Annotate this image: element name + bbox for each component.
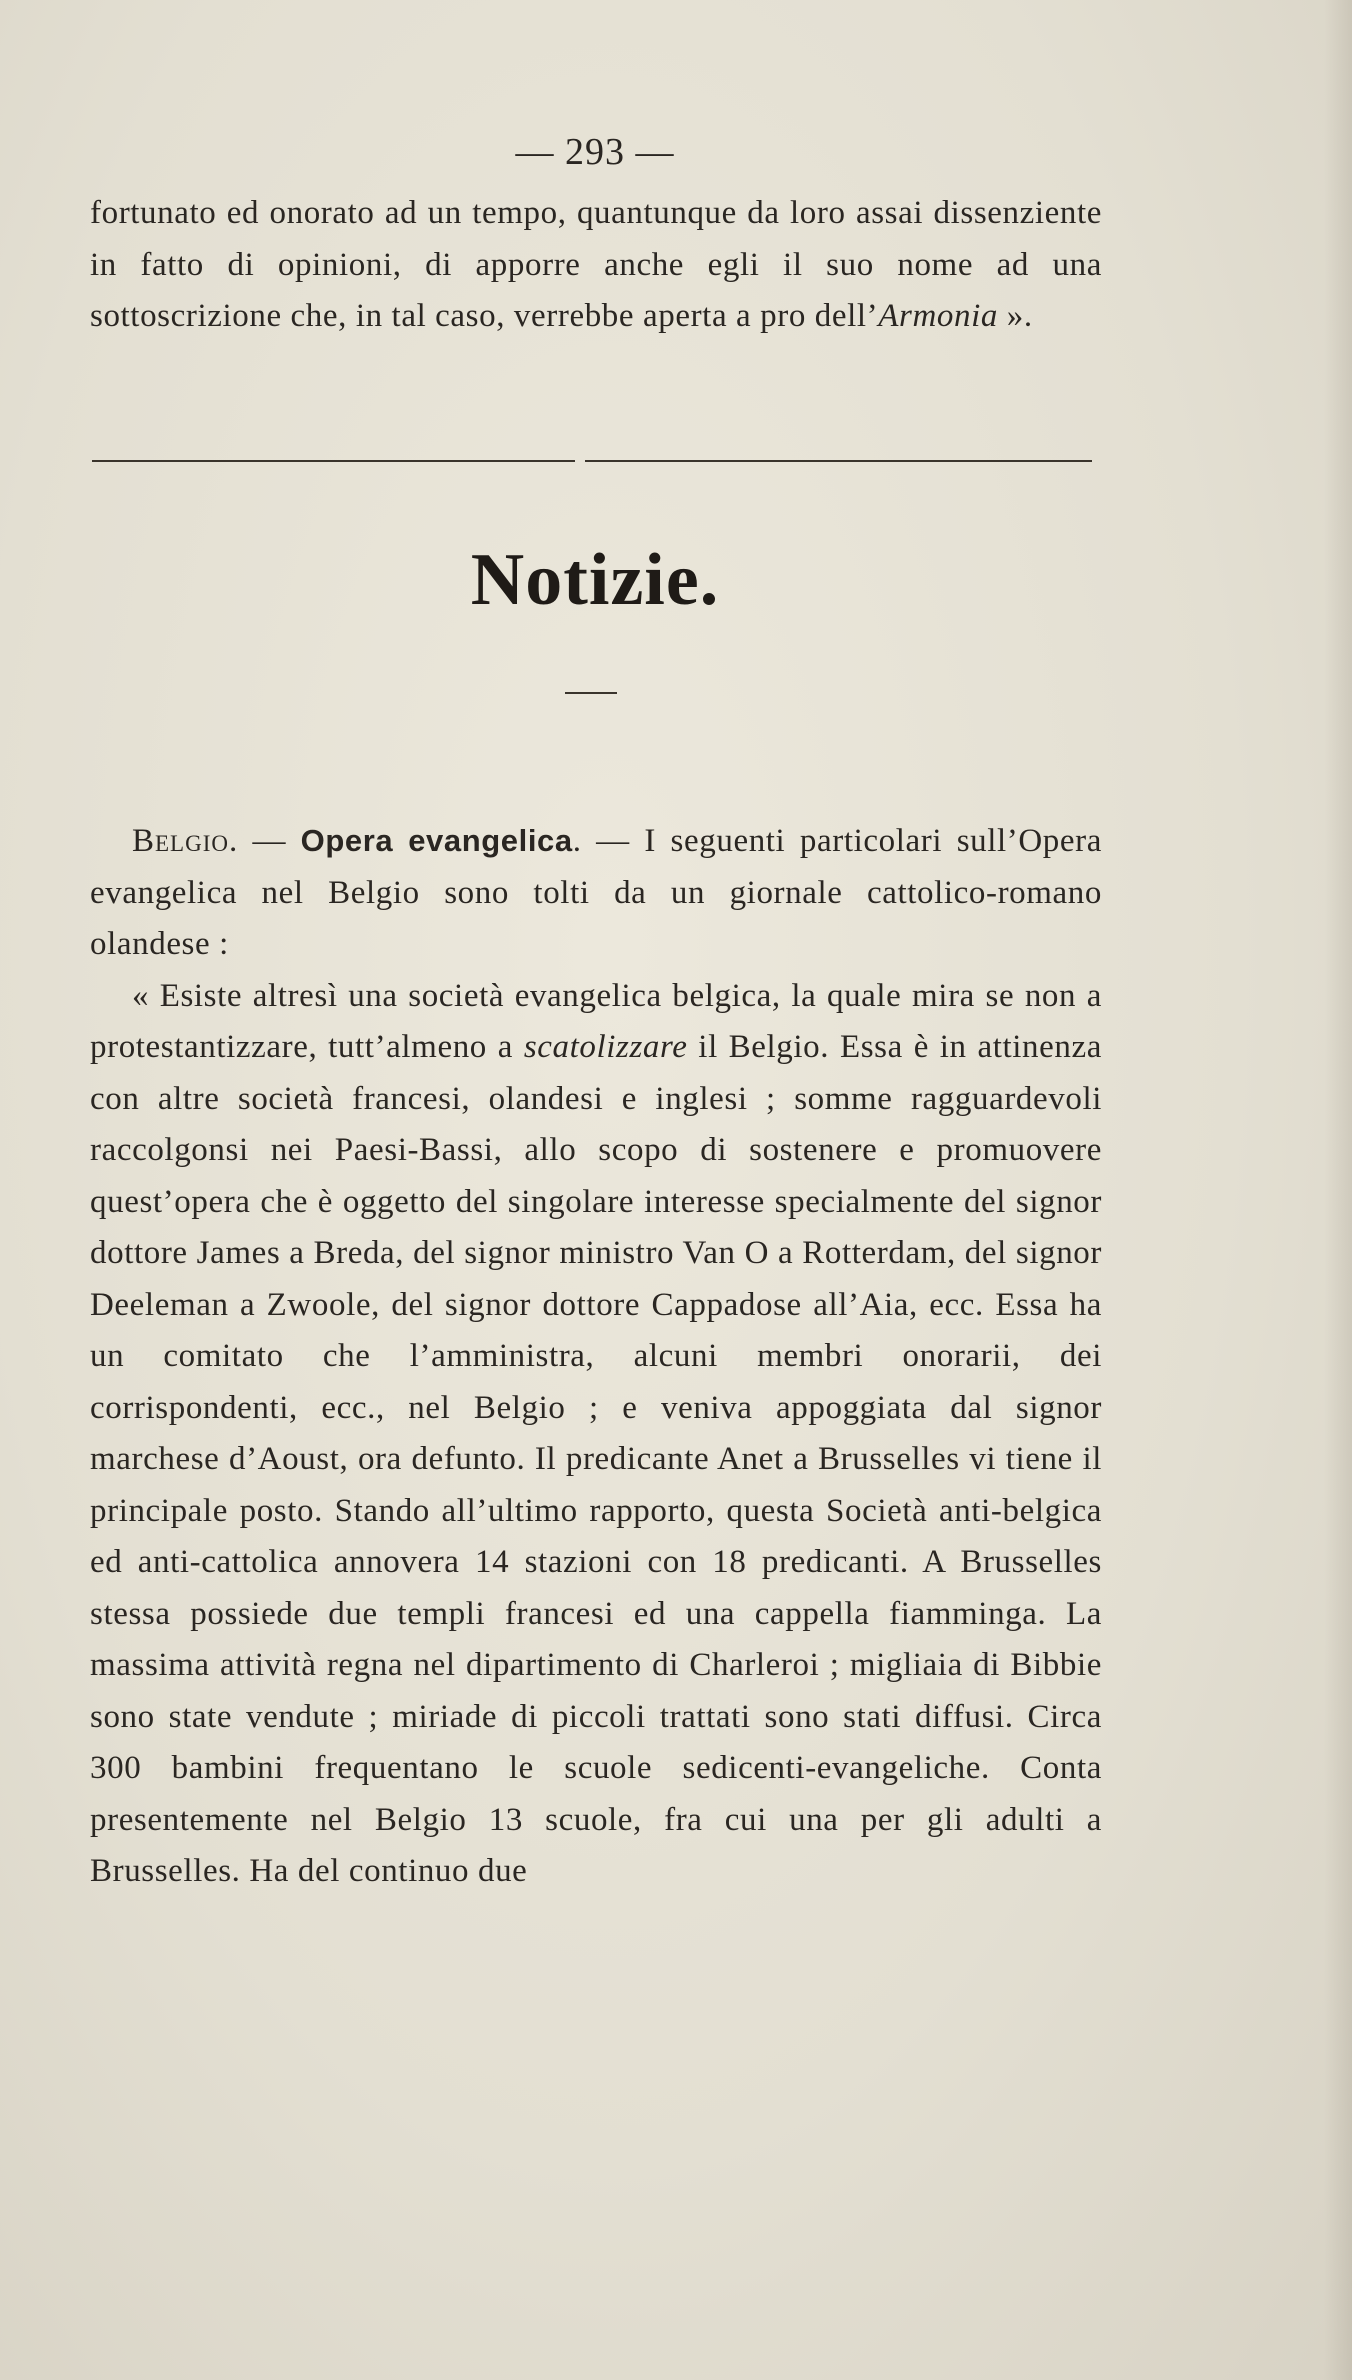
page-number: — 293 — xyxy=(515,131,675,173)
news-entry xyxy=(90,815,1102,1898)
entry-country: Belgio xyxy=(132,823,229,859)
entry-heading: Opera evangelica xyxy=(300,823,573,858)
italic-title-armonia: Armonia xyxy=(878,298,998,334)
paragraph-text xyxy=(90,188,1102,343)
entry-separator-1: . — xyxy=(229,823,301,859)
entry-quote-paragraph xyxy=(90,971,1102,1898)
entry-separator-2: . — xyxy=(572,823,645,859)
page-edge-shadow xyxy=(1324,0,1352,2380)
title-underline-rule xyxy=(565,692,617,694)
divider-rule-right xyxy=(585,460,1092,462)
quote-text-rest: il Belgio. Essa è in attinenza con altre società francesi, olandesi e inglesi ; somme ragguardevoli raccolgonsi nei Paesi-Bassi, allo scopo di sostenere e promuovere quest’opera che è oggetto del singolare interesse specialmente del signor dottore James a Breda, del signor ministro Van O a Rotterdam, del signor Deeleman a Zwoole, del signor dottore Cappadose all’Aia, ecc. Essa ha un comitato che l’amministra, alcuni membri onorarii, dei corrispondenti, ecc., nel Belgio ; e veniva appoggiata dal signor marchese d’Aoust, ora defunto. Il predicante Anet a Brusselles vi tiene il principale posto. Stando all’ultimo rapporto, questa Società anti-belgica ed anti-cattolica annovera 14 stazioni con 18 predicanti. A Brusselles stessa possiede due templi francesi ed una cappella fiamminga. La massima attività regna nel dipartimento di Charleroi ; migliaia di Bibbie sono state vendute ; miriade di piccoli trattati sono stati diffusi. Circa 300 bambini frequentano le scuole sedicenti-evangeliche. Conta presentemente nel Belgio 13 scuole, fra cui una per gli adulti a Brusselles. Ha del continuo due xyxy=(90,1029,1102,1889)
paragraph-text-start: fortunato ed onorato ad un tempo, quantunque da loro assai dissenziente in fatto di opinioni, di apporre anche egli il suo nome ad una sottoscrizione che, in tal caso, verrebbe aperta a pro dell’ xyxy=(90,195,1102,334)
continued-paragraph xyxy=(90,188,1102,343)
entry-intro-paragraph xyxy=(90,815,1102,971)
paragraph-text-end: ». xyxy=(997,298,1033,334)
divider-rule-left xyxy=(92,460,575,462)
entry-intro-text: I seguenti particolari sull’Opera evangelica nel Belgio sono tolti da un giornale cattolico-romano olandese : xyxy=(90,823,1102,962)
section-title: Notizie. xyxy=(470,539,720,621)
italic-word-scatolizzare: scatolizzare xyxy=(523,1029,688,1065)
quote-text-start: « Esiste altresì una società evangelica belgica, la quale mira se non a protestantizzare, tutt’almeno a xyxy=(90,977,1102,1065)
